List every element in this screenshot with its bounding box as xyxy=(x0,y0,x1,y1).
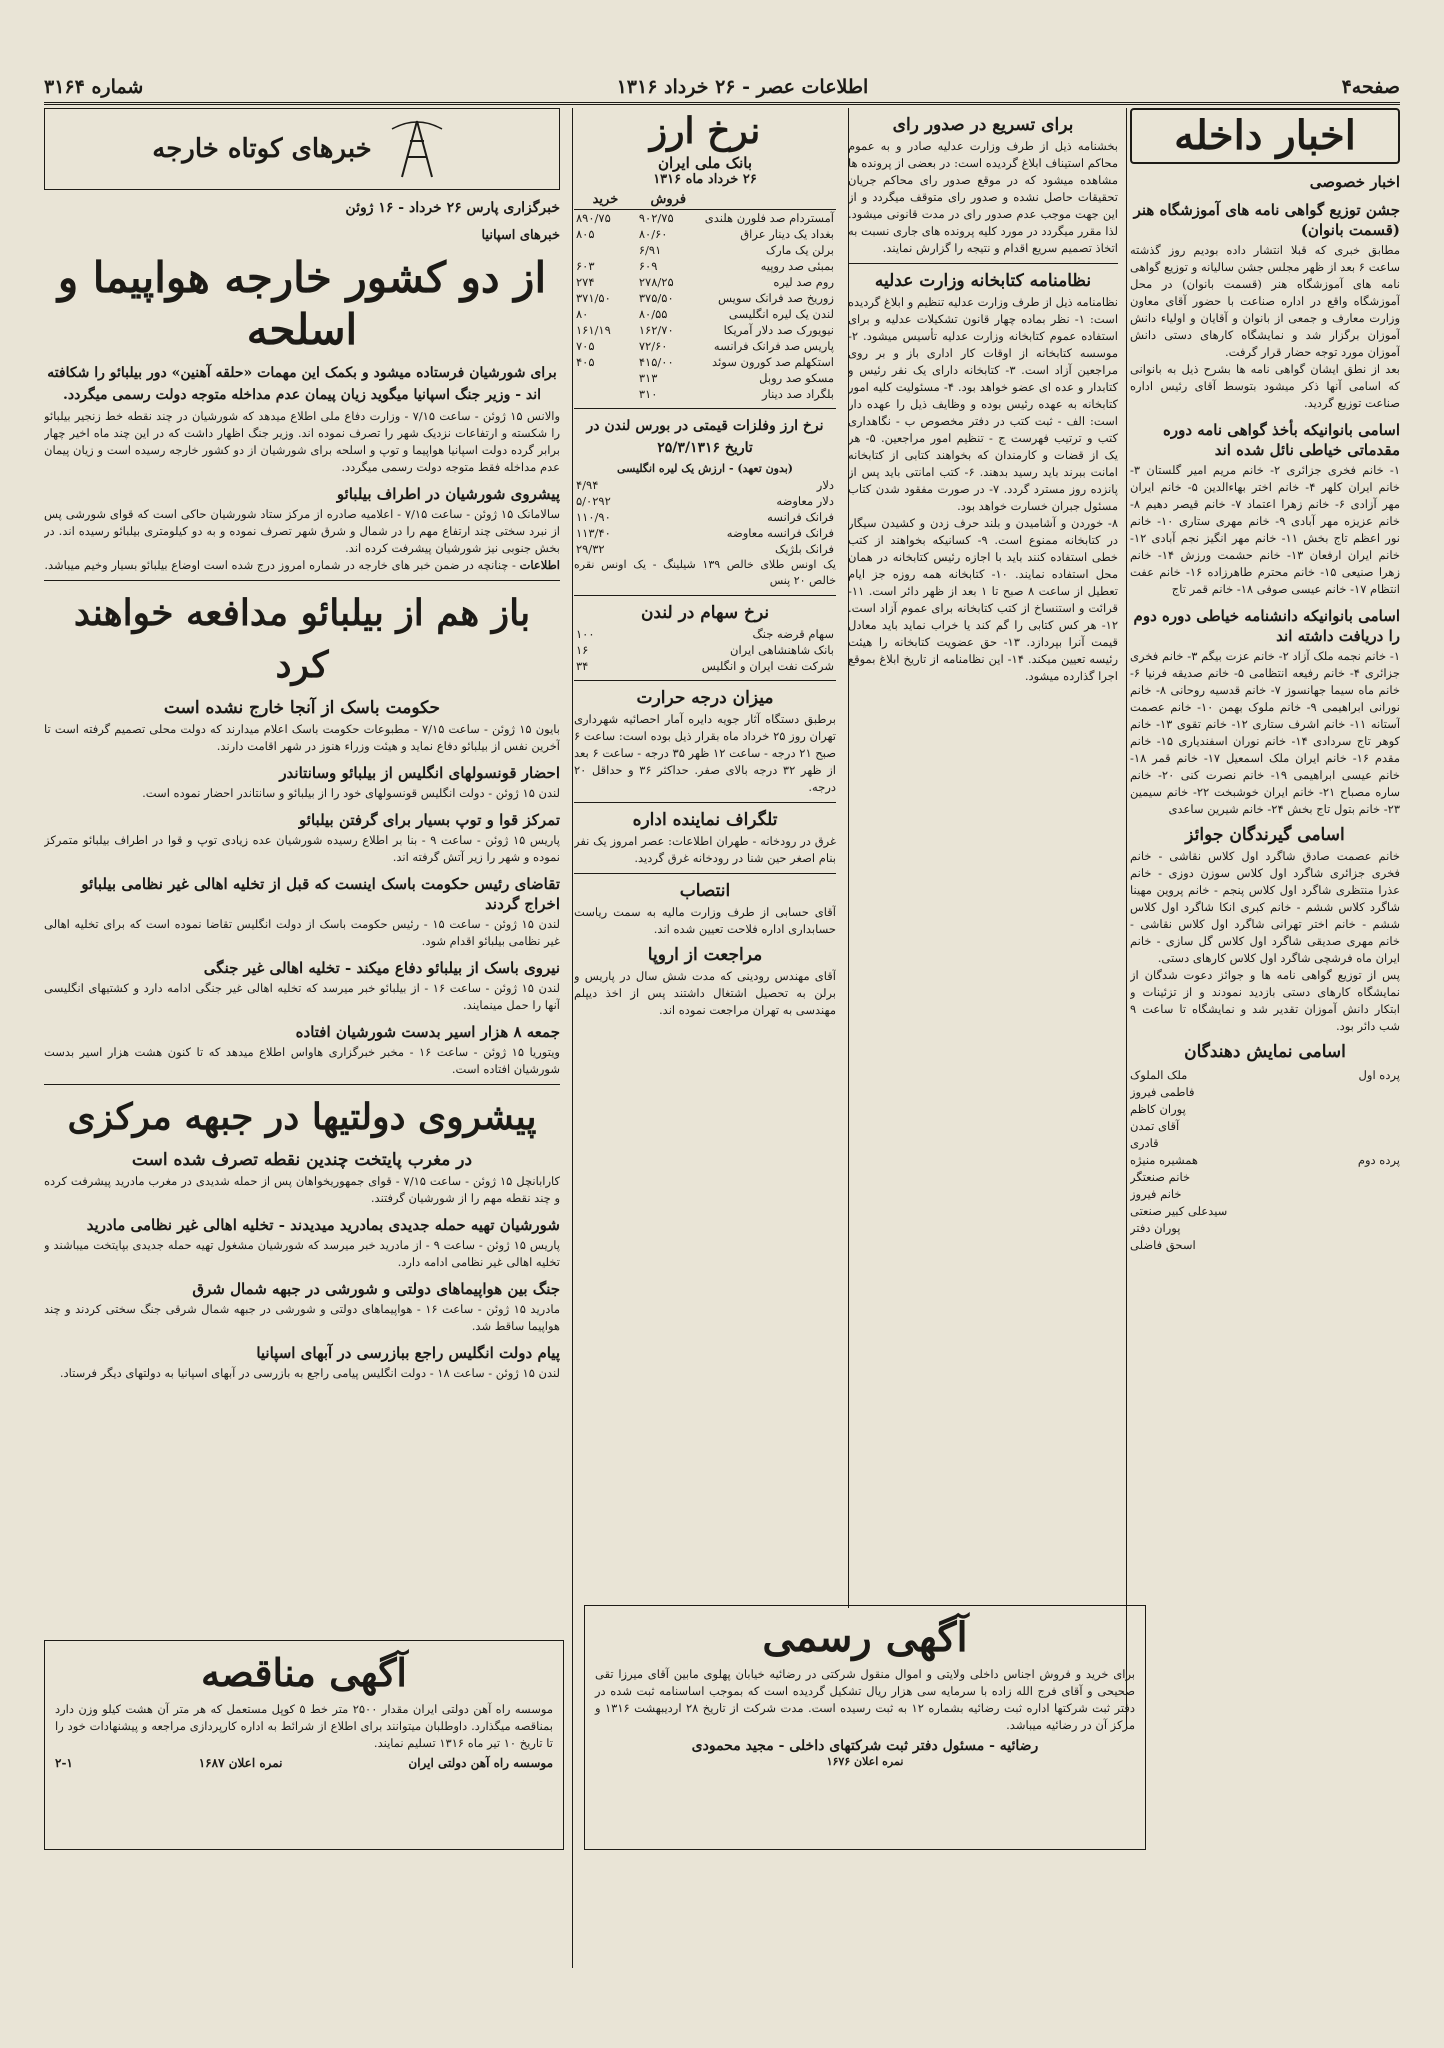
london-sub: (بدون تعهد) - ارزش یک لیره انگلیسی xyxy=(616,462,794,475)
info-label: اطلاعات xyxy=(519,558,560,572)
table-row xyxy=(574,226,836,242)
london-rate: ۲۹/۳۲ xyxy=(576,542,605,556)
basque-army-body: لندن ۱۵ ژوئن - ساعت ۱۶ - از بیلبائو خبر میرسد که تخلیه اهالی غیر جنگی ادامه دارد و کشتیهای انگلیسی آنها را حمل مینمایند. xyxy=(44,981,560,1012)
london-table xyxy=(574,477,836,557)
radio-tower-icon xyxy=(382,119,452,179)
exhibitor-act: پرده اول xyxy=(1358,1068,1400,1082)
currency-name: برلن یک مارک xyxy=(765,243,834,257)
britain-message-title: پیام دولت انگلیس راجع ببازرسی در آبهای اسپانیا xyxy=(256,1344,560,1362)
list-item xyxy=(1130,1101,1400,1118)
exhibitor-name: خانم صنعتگر xyxy=(1130,1170,1191,1184)
table-row xyxy=(574,626,836,642)
domestic-section-title: اخبار داخله xyxy=(1130,108,1400,164)
list-item xyxy=(1130,1152,1400,1169)
telegram-title: تلگراف نماینده اداره xyxy=(632,810,778,830)
graduates2-title: اسامی بانوانیکه دانشنامه خیاطی دوره دوم را دریافت داشته اند xyxy=(1133,607,1400,645)
currency-name: بمبئی صد روپیه xyxy=(760,259,834,273)
table-row xyxy=(574,338,836,354)
table-row xyxy=(574,210,836,227)
buy-rate xyxy=(574,386,637,402)
table-row xyxy=(574,477,836,493)
exhibitor-act: پرده دوم xyxy=(1357,1153,1400,1167)
currency-name: بلگراد صد دینار xyxy=(762,387,834,401)
buy-rate: ۴۰۵ xyxy=(576,355,595,369)
sell-rate: ۳۷۵/۵۰ xyxy=(638,291,674,305)
divider xyxy=(44,580,560,581)
currency-name: آمستردام صد فلورن هلندی xyxy=(704,211,834,225)
tender-notice-title: آگهی مناقصه xyxy=(201,1650,407,1695)
rates-col-currency xyxy=(700,191,836,210)
table-row xyxy=(574,258,836,274)
weather-body: برطبق دستگاه آثار جویه دایره آمار احصائیه شهرداری تهران روز ۲۵ خرداد ماه بقرار ذیل بوده است: ساعت ۶ صبح ۲۱ درجه - ساعت ۱۲ ظهر ۳۵ درجه - ساعت ۶ بعد از ظهر ۳۲ درجه بالای صفر. حداکثر ۳۶ و حداقل ۲۰ درجه. xyxy=(574,712,836,794)
decree-title: برای تسریع در صدور رای xyxy=(892,115,1074,135)
exhibitor-name: آقای تمدن xyxy=(1130,1119,1180,1133)
awards-body-2: پس از توزیع گواهی نامه ها و جوائز دعوت شدگان از نمایشگاه کارهای دستی بازدید نمودند و از تزئینات و ابتکار دانش آموزان تقدیر شد و نمایشگاه تا ساعت ۹ شب دائر بود. xyxy=(1130,968,1400,1033)
currency-name: بغداد یک دینار عراق xyxy=(740,227,834,241)
advance-title: پیشروی شورشیان در اطراف بیلبائو xyxy=(336,485,560,503)
rates-col-buy: خرید xyxy=(574,191,637,210)
exhibitor-name: پوران کاظم xyxy=(1130,1102,1186,1116)
table-row xyxy=(574,354,836,370)
table-row xyxy=(574,493,836,509)
sell-rate: ۴۱۵/۰۰ xyxy=(638,355,674,369)
list-item xyxy=(1130,1067,1400,1084)
library-body: نظامنامه ذیل از طرف وزارت عدلیه تنظیم و ابلاغ گردیده است: ۱- نظر بماده چهار قانون تشکیلات عدلیه و برای استفاده عموم کتابخانه وزارت عدلیه تأسیس میشود. ۲- موسسه کتابخانه از اوقات کار اداری باز و بر روی مراجعین آزاد است. ۳- کتابخانه دارای یک نفر رئیس و کتابدار و عده ای عضو خواهد بود. ۴- مسئولیت کلیه امور کتابخانه به عهده رئیس بوده و وظایف ذیل را عهده دار است: الف - ثبت کتب در دفتر مخصوص ب - نگاهداری کتب و ترتیب فهرست ج - تنظیم امور مراجعین. ۵- هر یک از قضات و کارمندان که بخواهند کتابی از کتابخانه امانت ببرند باید رسید بدهند. ۶- کتب امانتی باید پس از پانزده روز مسترد گردد. ۷- در صورت مفقود شدن کتاب مسئول جبران خسارت خواهد بود. xyxy=(848,295,1118,513)
madrid-attack-body: پاریس ۱۵ ژوئن - ساعت ۹ - از مادرید خبر میرسد که شورشیان مشغول تهیه حمله جدیدی بپایتخت میباشند و تخلیه اهالی غیر نظامی ادامه دارد. xyxy=(44,1238,560,1269)
list-item xyxy=(1130,1203,1400,1220)
air-battle-body: مادرید ۱۵ ژوئن - ساعت ۱۶ - هواپیماهای دولتی و شورشی در جبهه شمال شرقی جنگ سختی کردند و چند هواپیما ساقط شد. xyxy=(44,1302,560,1333)
foreign-section-title: خبرهای کوتاه خارجه xyxy=(152,134,372,164)
table-row xyxy=(574,658,836,674)
prisoners-body: ویتوریا ۱۵ ژوئن - ساعت ۱۶ - مخبر خبرگزاری هاواس اطلاع میدهد که تا کنون هشت هزار اسیر بدست شورشیان افتاده است. xyxy=(44,1045,560,1076)
divider xyxy=(574,595,836,596)
awards-title: اسامی گیرندگان جوائز xyxy=(1185,825,1345,845)
spain-label: خبرهای اسپانیا xyxy=(481,228,560,243)
table-row xyxy=(574,541,836,557)
rates-table xyxy=(574,191,836,402)
official-notice-signature: رضائیه - مسئول دفتر ثبت شرکتهای داخلی - مجید محمودی xyxy=(691,1738,1039,1754)
buy-rate: ۲۷۴ xyxy=(576,275,595,289)
masthead-date: اطلاعات عصر - ۲۶ خرداد ۱۳۱۶ xyxy=(616,76,869,98)
ceremony-title: جشن توزیع گواهی نامه های آموزشگاه هنر (قسمت بانوان) xyxy=(1133,201,1400,239)
share-price: ۱۶ xyxy=(576,643,589,657)
judicial-column xyxy=(848,108,1118,1588)
rates-date: ۲۶ خرداد ماه ۱۳۱۶ xyxy=(653,172,757,187)
basque-army-title: نیروی باسک از بیلبائو دفاع میکند - تخلیه اهالی غیر جنگی xyxy=(203,959,560,977)
buy-rate: ۳۷۱/۵۰ xyxy=(576,291,611,305)
london-rate: ۵/۰۲۹۲ xyxy=(576,494,611,508)
exhibitor-name: ملک الملوک xyxy=(1130,1068,1188,1082)
shares-table xyxy=(574,626,836,674)
sell-rate: ۷۲/۶۰ xyxy=(638,339,668,353)
agency-line: خبرگزاری پارس ۲۶ خرداد - ۱۶ ژوئن xyxy=(345,200,560,216)
currency-name: فرانک فرانسه معاوضه xyxy=(726,526,834,540)
headline-defense-sub: حکومت باسک از آنجا خارج نشده است xyxy=(163,698,441,718)
currency-name: مسکو صد روبل xyxy=(759,371,834,385)
currency-name: نیویورک صد دلار آمریکا xyxy=(723,323,834,337)
return-body: آقای مهندس رودینی که مدت شش سال در پاریس و برلن به تحصیل اشتغال داشتند پس از اخذ دیپلم مهندسی به تهران مراجعت نموده اند. xyxy=(574,969,836,1017)
page-number: صفحه۴ xyxy=(1341,76,1400,98)
decree-body: بخشنامه ذیل از طرف وزارت عدلیه صادر و به عموم محاکم استیناف ابلاغ گردیده است: در بعضی از پرونده ها مشاهده میشود که در موقع صدور رای محاکم جریان تحقیقات حاصل نشده و صدور رای متوقف میگردد و از این جهت موجب عدم صدور رای در مدت قانونی میشود. لذا مقرر میگردد در مورد کلیه پرونده های جاری نسبت به اتخاذ تصمیم سریع اقدام و نتیجه را گزارش نمایند. xyxy=(848,139,1118,255)
exhibitor-name: پوران دفتر xyxy=(1130,1221,1181,1235)
telegram-body: غرق در رودخانه - طهران اطلاعات: عصر امروز یک نفر بنام اصغر حین شنا در رودخانه غرق گردید. xyxy=(574,834,836,865)
divider xyxy=(574,408,836,409)
rates-col-sell: فروش xyxy=(637,191,700,210)
official-notice-body: برای خرید و فروش اجناس داخلی ولایتی و اموال منقول شرکتی در رضائیه خیابان پهلوی مابین آقای میرزا تقی صحیحی و آقای فرج الله زاده با سرمایه سی هزار ریال تشکیل گردیده است که بموجب اساسنامه ثبت شده در دفتر ثبت شرکتها اداره ثبت رضائیه بشماره ۱۲ به ثبت رسیده است. مدت شرکت از تاریخ ۲۸ اردیبهشت ۱۳۱۶ و مرکز آن در رضائیه میباشد. xyxy=(595,1667,1135,1732)
list-item xyxy=(1130,1135,1400,1152)
headline-central-front: پیشروی دولتیها در جبهه مرکزی xyxy=(67,1096,537,1138)
tender-notice-sequence: ۲-۱ xyxy=(55,1756,73,1770)
sell-rate: ۹۰۲/۷۵ xyxy=(638,211,674,225)
library-title: نظامنامه کتابخانه وزارت عدلیه xyxy=(874,271,1092,291)
defense-body: بایون ۱۵ ژوئن - ساعت ۷/۱۵ - مطبوعات حکومت باسک اعلام میدارند که دولت محلی تصمیم گرفته است تا آخرین نفس از بیلبائو دفاع نماید و هیئت وزراء هنوز در شهر اقامت دارند. xyxy=(44,722,560,753)
weapons-body: والانس ۱۵ ژوئن - ساعت ۷/۱۵ - وزارت دفاع ملی اطلاع میدهد که شورشیان در چند نقطه خط زنجیر بیلبائو را شکسته و ارتفاعات نزدیک شهر را تصرف نموده اند. وزیر جنگ اظهار داشت که در این چند ماه اخیر چهار برابر گرده دولت اسپانیا هواپیما و توپ و اسلحه برای شورشیان از دو کشور خارجه رسیده است و زیان پیمان عدم مداخله فقط متوجه دولت رسمی میگردد. xyxy=(44,409,560,474)
share-name: بانک شاهنشاهی ایران xyxy=(730,643,834,657)
civilians-body: لندن ۱۵ ژوئن - ساعت ۱۵ - رئیس حکومت باسک از دولت انگلیس تقاضا نموده است که برای تخلیه اهالی غیر نظامی بیلبائو اقدام شود. xyxy=(44,917,560,948)
buy-rate: ۸۰۵ xyxy=(576,227,595,241)
sell-rate: ۸۰/۶۰ xyxy=(638,227,668,241)
table-row xyxy=(574,242,836,258)
exhibitor-name: خانم فیروز xyxy=(1130,1187,1182,1201)
list-item xyxy=(1130,1237,1400,1254)
table-row xyxy=(574,290,836,306)
currency-name: استکهلم صد کورون سوئد xyxy=(712,355,834,369)
civilians-title: تقاضای رئیس حکومت باسک اینست که قبل از تخلیه اهالی غیر نظامی بیلبائو اخراج گردند xyxy=(81,875,560,913)
consul-title: احضار قونسولهای انگلیس از بیلبائو وسانتاندر xyxy=(279,764,560,782)
table-row xyxy=(574,642,836,658)
currency-name: فرانک بلژیک xyxy=(774,542,834,556)
london-rate: ۱۱۰/۹۰ xyxy=(576,510,611,524)
britain-message-body: لندن ۱۵ ژوئن - ساعت ۱۸ - دولت انگلیس پیامی راجع به بازرسی در آبهای اسپانیا به دولتهای دیگر فرستاد. xyxy=(59,1366,560,1380)
buy-rate: ۷۰۵ xyxy=(576,339,595,353)
headline-weapons-sub: برای شورشیان فرستاده میشود و بکمک این مهمات «حلقه آهنین» دور بیلبائو را شکافته اند - وزیر جنگ اسپانیا میگوید زیان پیمان عدم مداخله متوجه دولت رسمی میگردد. xyxy=(47,365,557,403)
sell-rate: ۳۱۰ xyxy=(638,387,658,401)
advance-body: سالامانک ۱۵ ژوئن - ساعت ۷/۱۵ - اعلامیه صادره از مرکز ستاد شورشیان حاکی است که قوای شورشی پس از نبرد سختی چند ارتفاع مهم را در شمال و شرق شهر تصرف نموده و به دو کیلومتری بیلبائو رسیده اند. در بخش جنوبی نیز شورشیان پیشرفت کرده اند. xyxy=(44,507,560,555)
tender-notice-signature: موسسه راه آهن دولتی ایران xyxy=(408,1756,553,1770)
tender-notice-body: موسسه راه آهن دولتی ایران مقدار ۲۵۰۰ متر خط ۵ کوپل مستعمل که هر متر آن هشت کیلو وزن دارد بمناقصه میگذارد. داوطلبان میتوانند برای اطلاع از شرائط به اداره کارپردازی مراجعه و پیشنهادات خود را تا تاریخ ۱۰ تیر ماه ۱۳۱۶ تسلیم نمایند. xyxy=(55,1702,553,1750)
table-row xyxy=(574,322,836,338)
table-row xyxy=(574,370,836,386)
london-title: نرخ ارز وفلزات قیمتی در بورس لندن در تاریخ ۲۵/۳/۱۳۱۶ xyxy=(586,418,824,456)
buy-rate: ۱۶۱/۱۹ xyxy=(576,323,611,337)
headline-defense: باز هم از بیلبائو مدافعه خواهند کرد xyxy=(73,592,531,686)
masthead xyxy=(44,72,1400,105)
ceremony-body: مطابق خبری که قبلا انتشار داده بودیم روز گذشته ساعت ۶ بعد از ظهر مجلس جشن سالیانه و توزیع گواهی نامه های آموزشگاه هنر (قسمت بانوان) در محل آموزشگاه واقع در اداره صناعت با حضور آقای معاون وزارت معارف و جمعی از بانوان و آقایان و اولیاء دانش آموزان برگزار شد و نمایشگاه کارهای دستی دانش آموزان مورد توجه حضار قرار گرفت. xyxy=(1130,243,1400,359)
column-divider xyxy=(572,108,573,1968)
headline-weapons: از دو کشور خارجه هواپیما و اسلحه xyxy=(57,253,547,354)
consul-body: لندن ۱۵ ژوئن - دولت انگلیس قونسولهای خود را از بیلبائو و سانتاندر احضار نموده است. xyxy=(142,786,560,800)
table-row xyxy=(574,274,836,290)
exhibitor-name: فاطمی فیروز xyxy=(1130,1085,1195,1099)
headline-central-front-sub: در مغرب پایتخت چندین نقطه تصرف شده است xyxy=(131,1150,473,1170)
currency-name: روم صد لیره xyxy=(773,275,834,289)
share-price: ۳۴ xyxy=(576,659,589,673)
madrid-attack-title: شورشیان تهیه حمله جدیدی بمادرید میدیدند - تخلیه اهالی غیر نظامی مادرید xyxy=(86,1216,560,1234)
sell-rate: ۶۰۹ xyxy=(638,259,658,273)
exhibitor-name: اسحق فاضلی xyxy=(1130,1238,1196,1252)
list-item xyxy=(1130,1220,1400,1237)
list-item xyxy=(1130,1118,1400,1135)
buy-rate: ۶۰۳ xyxy=(576,259,595,273)
library-body-2: ۸- خوردن و آشامیدن و بلند حرف زدن و کشیدن سیگار در کتابخانه ممنوع است. ۹- کسانیکه بخواهند از کتب خطی استفاده کنند باید با اجازه رئیس کتابخانه در همان محل استفاده نمایند. ۱۰- کتابخانه همه روزه جز ایام تعطیل از ساعت ۸ صبح تا ۱ بعد از ظهر دائر است. ۱۱- قرائت و استنساخ از کتب کتابخانه برای عموم آزاد است. ۱۲- هر کس کتابی را گم کند یا خراب نماید باید معادل قیمت آنرا بپردازد. ۱۳- حق عضویت کتابخانه را هیئت رئیسه تعیین میکند. ۱۴- این نظامنامه از تاریخ ابلاغ بموقع اجرا گذارده میشود. xyxy=(848,516,1118,683)
tender-notice-number: نمره اعلان ۱۶۸۷ xyxy=(198,1756,283,1770)
foreign-column xyxy=(44,108,560,1628)
table-row xyxy=(574,525,836,541)
sell-rate: ۸۰/۵۵ xyxy=(638,307,668,321)
rates-column xyxy=(574,108,836,1588)
buy-rate xyxy=(574,242,637,258)
currency-name: فرانک فرانسه xyxy=(767,510,834,524)
list-item xyxy=(1130,1186,1400,1203)
divider xyxy=(848,263,1118,264)
sell-rate: ۳۱۳ xyxy=(638,371,658,385)
graduates-body: ۱- خانم فخری جزائری ۲- خانم مریم امیر گلستان ۳- خانم ایران کلهر ۴- خانم اختر بهاءالدین ۵- خانم ایران مهر آزادی ۶- خانم زهرا اعتماد ۷- خانم قیصر دهیم ۸- خانم عزیزه مهر آبادی ۹- خانم مهری ستاری ۱۰- خانم نور اعظم تاج بخش ۱۱- خانم مهر انگیز نجم آبادی ۱۲- خانم ایران ارفعان ۱۳- خانم حشمت ورزش ۱۴- خانم زهرا صنیعی ۱۵- خانم محترم طاهرزاده ۱۶- خانم عفت انتظام ۱۷- خانم عیسی صوفی ۱۸- خانم قمر تاج xyxy=(1130,463,1400,596)
graduates-title: اسامی بانوانیکه بأخذ گواهی نامه دوره مقدماتی خیاطی نائل شده اند xyxy=(1162,421,1400,459)
rates-bank: بانک ملی ایران xyxy=(657,154,753,172)
appointment-body: آقای حسابی از طرف وزارت مالیه به سمت ریاست حسابداری اداره فلاحت تعیین شده اند. xyxy=(574,905,836,936)
currency-name: پاریس صد فرانک فرانسه xyxy=(713,339,834,353)
divider xyxy=(44,1084,560,1085)
currency-name: دلار xyxy=(816,478,834,492)
divider xyxy=(574,802,836,803)
currency-name: دلار معاوضه xyxy=(776,494,834,508)
ceremony-body-2: بعد از نطق ایشان گواهی نامه ها بشرح ذیل به بانوانی که اسامی آنها ذکر میشود بتوسط آقای رئیس اداره صناعت توزیع گردید. xyxy=(1130,362,1400,410)
exhibitor-name: سیدعلی کبیر صنعتی xyxy=(1130,1204,1228,1218)
gold-line: یک اونس طلای خالص ۱۳۹ شیلینگ - یک اونس نقره خالص ۲۰ پنس xyxy=(574,558,836,587)
shares-title: نرخ سهام در لندن xyxy=(640,603,770,623)
sell-rate: ۶/۹۱ xyxy=(638,243,662,257)
buy-rate: ۸۹۰/۷۵ xyxy=(576,211,611,225)
graduates2-body: ۱- خانم نجمه ملک آزاد ۲- خانم عزت بیگم ۳- خانم فخری جزائری ۴- خانم رفیعه انتظامی ۵- خانم صدیقه فرنیا ۶- خانم ماه سیما جهانسوز ۷- خانم قدسیه روحانی ۸- خانم نورانی ابراهیمی ۹- خانم ملوک بهمن ۱۰- خانم عصمت آستانه ۱۱- خانم اشرف ستاری ۱۲- خانم تقوی ۱۳- خانم کوهر تاج سردادی ۱۴- خانم نوران اسفندیاری ۱۵- خانم مقدم ۱۶- خانم ایران ملک اسمعیل ۱۷- خانم قمر ۱۸- خانم عیسی ابراهیمی ۱۹- خانم نصرت کنی ۲۰- خانم ساره مصباح ۲۱- خانم ایران خوشبخت ۲۲- خانم سیمین ۲۳- خانم بتول تاج بخش ۲۴- خانم شیرین ساعدی xyxy=(1130,649,1400,816)
awards-body: خانم عصمت صادق شاگرد اول کلاس نقاشی - خانم فخری جزائری شاگرد اول کلاس سوزن دوزی - خانم عذرا منتظری شاگرد اول کلاس پنجم - خانم پروین مهینا شاگرد کلاس ششم - خانم کبری انکا شاگرد اول کلاس ششم - خانم اختر تهرانی شاگرد اول کلاس نقاشی - خانم مهری صدیقی شاگرد اول کلاس گل سازی - خانم ایران ماه فرشچی شاگرد اول کلاس کارهای دستی. xyxy=(1130,849,1400,965)
prisoners-title: جمعه ۸ هزار اسیر بدست شورشیان افتاده xyxy=(295,1023,560,1041)
sell-rate: ۲۷۸/۲۵ xyxy=(638,275,674,289)
appointment-title: انتصاب xyxy=(679,881,731,901)
table-row xyxy=(574,306,836,322)
tender-notice-footer xyxy=(55,1756,553,1770)
share-name: شرکت نفت ایران و انگلیس xyxy=(701,659,834,673)
weather-title: میزان درجه حرارت xyxy=(636,688,774,708)
return-title: مراجعت از اروپا xyxy=(647,945,763,965)
exhibitors-list xyxy=(1130,1067,1400,1254)
column-divider xyxy=(848,108,849,1608)
info-body: - چنانچه در ضمن خبر های خارجه در شماره امروز درج شده است اوضاع بیلبائو بسیار وخیم میباشد. xyxy=(44,558,516,572)
buy-rate xyxy=(574,370,637,386)
official-notice-title: آگهی رسمی xyxy=(762,1614,968,1661)
exhibitors-title: اسامی نمایش دهندگان xyxy=(1184,1042,1346,1062)
air-battle-title: جنگ بین هواپیماهای دولتی و شورشی در جبهه شمال شرق xyxy=(192,1280,560,1298)
rates-title: نرخ ارز xyxy=(649,110,761,152)
sell-rate: ۱۶۲/۷۰ xyxy=(638,323,674,337)
official-notice-number: نمره اعلان ۱۶۷۶ xyxy=(826,1755,904,1768)
buy-rate: ۸۰ xyxy=(576,307,589,321)
share-name: سهام قرضه جنگ xyxy=(752,627,834,641)
list-item xyxy=(1130,1169,1400,1186)
share-price: ۱۰۰ xyxy=(576,627,595,641)
divider xyxy=(574,680,836,681)
currency-name: زوریخ صد فرانک سویس xyxy=(717,291,834,305)
table-row xyxy=(574,509,836,525)
list-item xyxy=(1130,1084,1400,1101)
central-front-body: کارابانچل ۱۵ ژوئن - ساعت ۷/۱۵ - قوای جمهوریخواهان پس از حمله شدیدی در مغرب مادرید پیشرفت کرده و چند نقطه مهم را از شورشیان گرفتند. xyxy=(44,1174,560,1205)
column-divider xyxy=(1126,108,1127,1728)
official-notice xyxy=(584,1605,1146,1850)
artillery-body: پاریس ۱۵ ژوئن - ساعت ۹ - بنا بر اطلاع رسیده شورشیان عده زیادی توپ و قوا در اطراف بیلبائو متمرکز نموده و شهر را زیر آتش گرفته اند. xyxy=(44,833,560,864)
london-rate: ۱۱۳/۴۰ xyxy=(576,526,611,540)
domestic-intro: اخبار خصوصی xyxy=(1309,173,1400,191)
currency-name: لندن یک لیره انگلیسی xyxy=(728,307,834,321)
issue-number: شماره ۳۱۶۴ xyxy=(44,76,144,98)
tender-notice xyxy=(44,1640,564,1850)
exhibitor-name: قادری xyxy=(1130,1136,1159,1150)
divider xyxy=(574,873,836,874)
artillery-title: تمرکز قوا و توپ بسیار برای گرفتن بیلبائو xyxy=(299,811,560,829)
foreign-banner xyxy=(44,108,560,190)
domestic-column xyxy=(1130,108,1400,1708)
table-row xyxy=(574,386,836,402)
exhibitor-name: همشیره منیژه xyxy=(1130,1153,1198,1167)
london-rate: ۴/۹۴ xyxy=(576,478,599,492)
